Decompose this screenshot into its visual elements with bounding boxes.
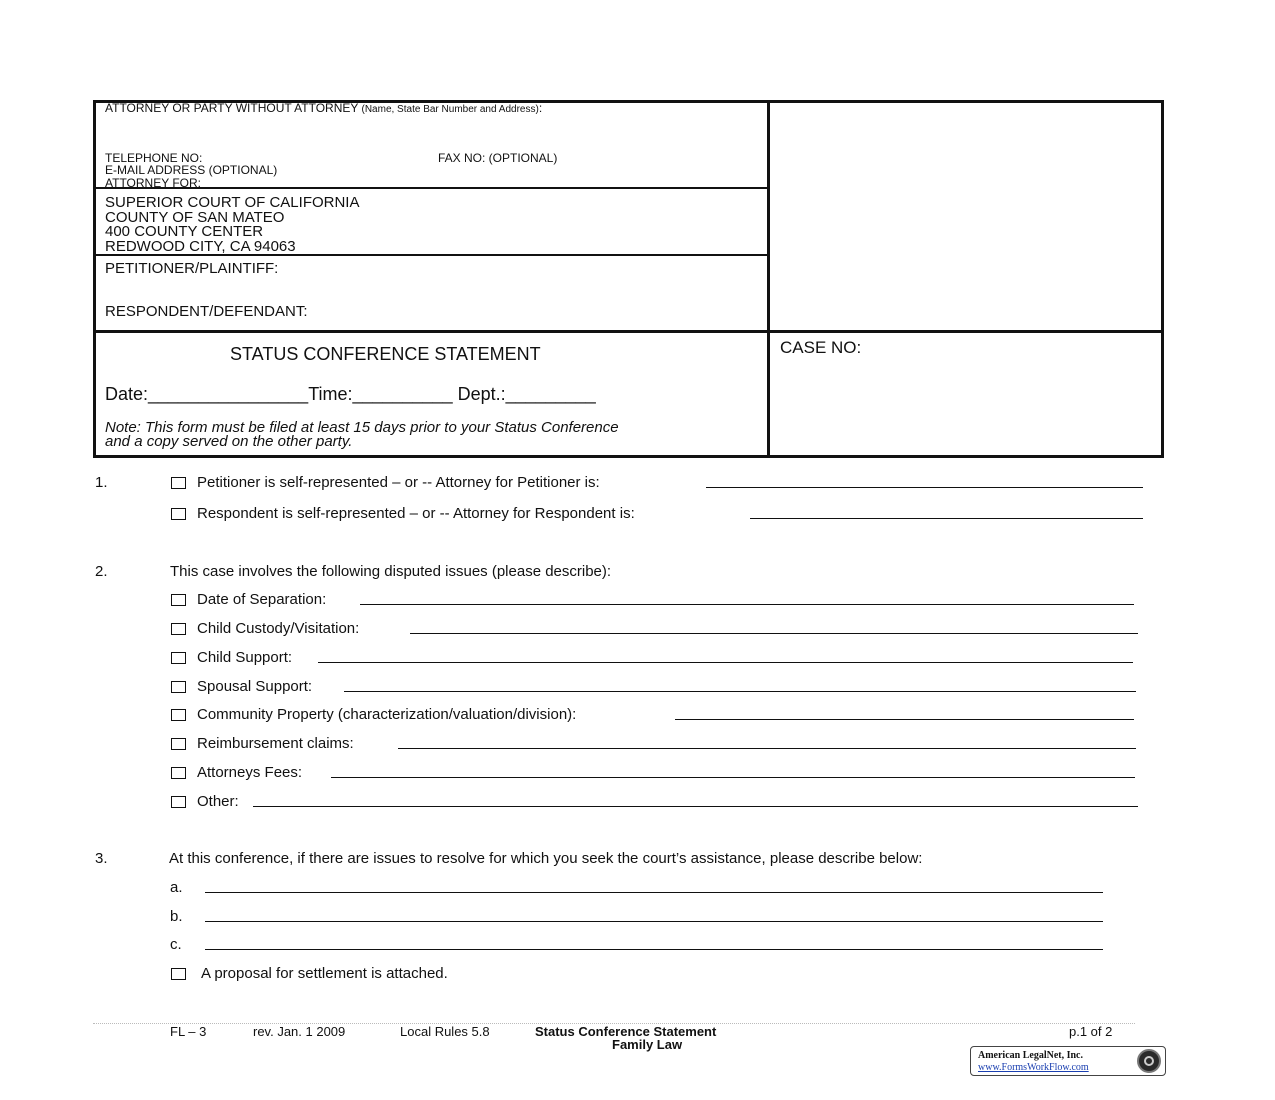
issue-checkbox[interactable] bbox=[171, 652, 186, 664]
page-number: p.1 of 2 bbox=[1069, 1024, 1113, 1039]
footer-subtitle: Family Law bbox=[612, 1037, 683, 1052]
court-assistance-intro: At this conference, if there are issues to resolve for which you seek the court’s assistance, please describe below: bbox=[169, 850, 923, 867]
issue-description-line[interactable] bbox=[398, 748, 1136, 749]
logo-url-link[interactable]: www.FormsWorkFlow.com bbox=[978, 1062, 1089, 1073]
court-line: 400 COUNTY CENTER bbox=[105, 223, 264, 240]
issue-label: Reimbursement claims: bbox=[197, 735, 354, 752]
american-legalnet-logo[interactable] bbox=[970, 1046, 1166, 1076]
section-number: 3. bbox=[95, 850, 108, 867]
issue-description-line[interactable] bbox=[344, 691, 1136, 692]
border-left bbox=[93, 100, 96, 458]
column-divider bbox=[767, 100, 770, 458]
issue-label: Spousal Support: bbox=[197, 678, 313, 695]
issue-line[interactable] bbox=[205, 921, 1103, 922]
issue-label: Community Property (characterization/valuation/division): bbox=[197, 706, 577, 723]
issue-description-line[interactable] bbox=[253, 806, 1138, 807]
respondent-label: RESPONDENT/DEFENDANT: bbox=[105, 303, 308, 320]
issue-description-line[interactable] bbox=[360, 604, 1134, 605]
line-letter: b. bbox=[170, 908, 183, 925]
issue-label: Attorneys Fees: bbox=[197, 764, 303, 781]
line-letter: c. bbox=[170, 936, 182, 953]
section-number: 2. bbox=[95, 563, 108, 580]
footer-title: Status Conference Statement bbox=[535, 1024, 717, 1039]
respondent-represented-checkbox[interactable] bbox=[171, 508, 186, 520]
local-rules: Local Rules 5.8 bbox=[400, 1024, 490, 1039]
issue-checkbox[interactable] bbox=[171, 738, 186, 750]
issue-checkbox[interactable] bbox=[171, 594, 186, 606]
issue-line[interactable] bbox=[205, 892, 1103, 893]
issue-label: Child Support: bbox=[197, 649, 293, 666]
issue-checkbox[interactable] bbox=[171, 681, 186, 693]
court-line: REDWOOD CITY, CA 94063 bbox=[105, 237, 296, 255]
email-label: E-MAIL ADDRESS (OPTIONAL) bbox=[105, 163, 278, 177]
respondent-represented-label: Respondent is self-represented – or -- Attorney for Respondent is: bbox=[197, 505, 635, 522]
petitioner-label: PETITIONER/PLAINTIFF: bbox=[105, 260, 279, 277]
attorney-block-label: ATTORNEY OR PARTY WITHOUT ATTORNEY (Name, State Bar Number and Address): bbox=[105, 101, 543, 115]
issue-label: Date of Separation: bbox=[197, 591, 327, 608]
issue-checkbox[interactable] bbox=[171, 796, 186, 808]
disputed-issues-intro: This case involves the following disputed issues (please describe): bbox=[170, 563, 612, 580]
fax-label: FAX NO: (OPTIONAL) bbox=[438, 151, 558, 165]
court-line: COUNTY OF SAN MATEO bbox=[105, 208, 285, 226]
caption-box bbox=[93, 100, 1164, 458]
form-title: STATUS CONFERENCE STATEMENT bbox=[230, 344, 541, 364]
case-number-label: CASE NO: bbox=[780, 338, 862, 357]
date-time-dept-line[interactable]: Date:________________Time:__________ Dept.:_________ bbox=[105, 384, 596, 404]
logo-company-name: American LegalNet, Inc. bbox=[978, 1050, 1083, 1061]
border-right bbox=[1161, 100, 1164, 458]
filing-note: Note: This form must be filed at least 15 days prior to your Status Conference and a copy served on the other party. bbox=[105, 419, 619, 450]
settlement-proposal-checkbox[interactable] bbox=[171, 968, 186, 980]
issue-checkbox[interactable] bbox=[171, 709, 186, 721]
border-bottom bbox=[93, 455, 1164, 458]
issue-line[interactable] bbox=[205, 949, 1103, 950]
row-divider-full bbox=[93, 330, 1164, 333]
issue-checkbox[interactable] bbox=[171, 767, 186, 779]
petitioner-represented-checkbox[interactable] bbox=[171, 477, 186, 489]
issue-description-line[interactable] bbox=[331, 777, 1135, 778]
settlement-proposal-label: A proposal for settlement is attached. bbox=[201, 965, 448, 982]
issue-description-line[interactable] bbox=[675, 719, 1134, 720]
attorney-for-label: ATTORNEY FOR: bbox=[105, 176, 202, 190]
section-number: 1. bbox=[95, 474, 108, 491]
issue-description-line[interactable] bbox=[318, 662, 1133, 663]
line-letter: a. bbox=[170, 879, 183, 896]
logo-globe-icon bbox=[1137, 1049, 1161, 1073]
issue-checkbox[interactable] bbox=[171, 623, 186, 635]
issue-label: Child Custody/Visitation: bbox=[197, 620, 360, 637]
petitioner-attorney-line[interactable] bbox=[706, 487, 1143, 488]
issue-description-line[interactable] bbox=[410, 633, 1138, 634]
issue-label: Other: bbox=[197, 793, 239, 810]
revision-date: rev. Jan. 1 2009 bbox=[253, 1024, 346, 1039]
court-address bbox=[105, 196, 359, 254]
form-id: FL – 3 bbox=[170, 1024, 207, 1039]
petitioner-represented-label: Petitioner is self-represented – or -- Attorney for Petitioner is: bbox=[197, 474, 600, 491]
telephone-label: TELEPHONE NO: bbox=[105, 151, 203, 165]
respondent-attorney-line[interactable] bbox=[750, 518, 1143, 519]
court-line: SUPERIOR COURT OF CALIFORNIA bbox=[105, 194, 360, 211]
